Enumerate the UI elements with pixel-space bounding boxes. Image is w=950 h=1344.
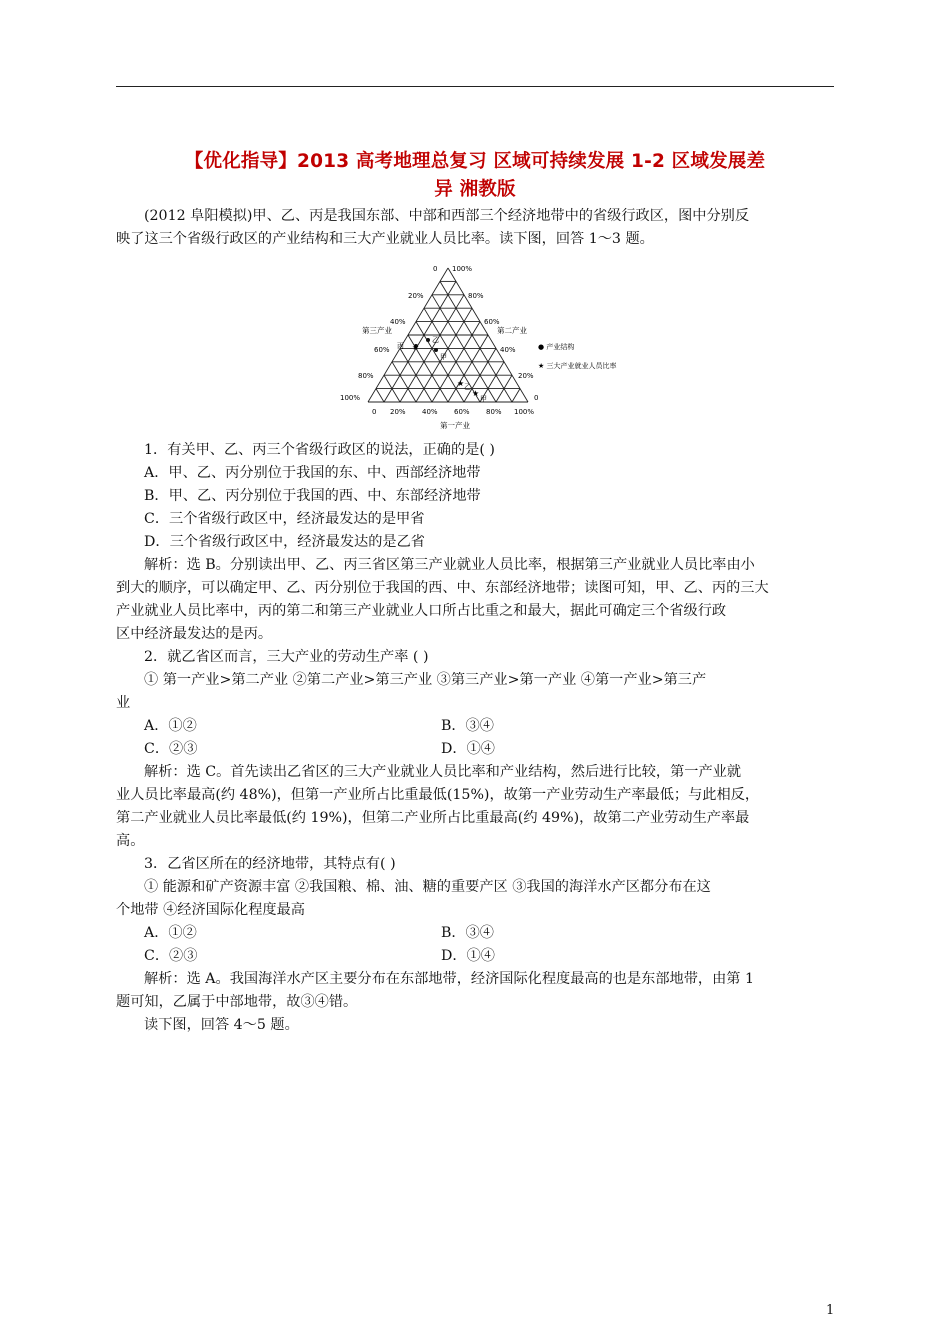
employment-star-jia: ★ <box>472 389 480 398</box>
intro-line-1: (2012 阜阳模拟)甲、乙、丙是我国东部、中部和西部三个经济地带中的省级行政区，图中分别反 <box>144 208 750 224</box>
grid-line-diagonal-b <box>512 389 520 402</box>
next-question-prompt: 读下图，回答 4～5 题。 <box>144 1017 299 1033</box>
q2-option-a: A．①② <box>144 718 197 734</box>
q1-option-b: B．甲、乙、丙分别位于我国的西、中、东部经济地带 <box>144 488 481 504</box>
q3-options-row-1 <box>116 922 834 945</box>
grid-line-diagonal-a <box>376 389 384 402</box>
q1-analysis-1: 解析：选 B。分别读出甲、乙、丙三省区第三产业就业人员比率，根据第三产业就业人员比率由小 <box>144 557 755 573</box>
q2-option-d: D．①④ <box>441 741 495 757</box>
q3-option-a: A．①② <box>144 925 197 941</box>
q3-options-row-2 <box>116 945 834 968</box>
q2-option-b: B．③④ <box>441 718 494 734</box>
legend-employment: ★ 三大产业就业人员比率 <box>538 362 617 370</box>
document-title <box>116 148 834 204</box>
bottom-tick-100: 100% <box>514 408 535 416</box>
legend-structure: ● 产业结构 <box>538 343 575 351</box>
tertiary-axis-label: 第三产业 <box>362 326 392 335</box>
point-label-yi-employment: 乙 <box>464 383 471 391</box>
q2-options-row-2 <box>116 738 834 761</box>
q1-option-a: A．甲、乙、丙分别位于我国的东、中、西部经济地带 <box>144 465 481 481</box>
q3-option-b: B．③④ <box>441 925 494 941</box>
bottom-tick-20: 20% <box>390 408 406 416</box>
q3-stem: 3．乙省区所在的经济地带，其特点有( ) <box>144 856 396 872</box>
left-tick-20: 20% <box>408 292 424 300</box>
title-line-2: 异 湘教版 <box>434 179 516 200</box>
q2-option-c: C．②③ <box>144 741 198 757</box>
secondary-axis-label: 第二产业 <box>497 326 527 335</box>
q3-items-2: 个地带 ④经济国际化程度最高 <box>116 902 305 918</box>
grid-line-diagonal-b <box>448 335 488 402</box>
q2-options-row-1 <box>116 715 834 738</box>
q1-analysis-4: 区中经济最发达的是丙。 <box>116 626 273 642</box>
q2-analysis-4: 高。 <box>116 833 145 849</box>
right-tick-80: 80% <box>468 292 484 300</box>
q1-stem: 1．有关甲、乙、丙三个省级行政区的说法，正确的是( ) <box>144 442 495 458</box>
top-label-100: 100% <box>452 265 473 273</box>
top-label-0: 0 <box>433 265 438 273</box>
bottom-tick-0: 0 <box>372 408 377 416</box>
employment-star-bing: ★ <box>412 343 420 352</box>
ternary-diagram <box>340 262 660 432</box>
point-label-jia-employment: 甲 <box>480 395 487 403</box>
right-tick-60: 60% <box>484 318 500 326</box>
ternary-diagram-svg <box>340 262 660 432</box>
q1-option-d: D．三个省级行政区中，经济最发达的是乙省 <box>144 534 425 550</box>
q3-analysis-1: 解析：选 A。我国海洋水产区主要分布在东部地带，经济国际化程度最高的也是东部地带，由第 1 <box>144 971 754 987</box>
bottom-tick-40: 40% <box>422 408 438 416</box>
point-label-jia: 甲 <box>440 353 447 361</box>
q3-items-1: ① 能源和矿产资源丰富 ②我国粮、棉、油、糖的重要产区 ③我国的海洋水产区都分布在这 <box>144 879 711 895</box>
q3-analysis-2: 题可知，乙属于中部地带，故③④错。 <box>116 994 358 1010</box>
bottom-tick-80: 80% <box>486 408 502 416</box>
grid-line-diagonal-a <box>424 308 480 402</box>
right-tick-20: 20% <box>518 372 534 380</box>
bottom-tick-60: 60% <box>454 408 470 416</box>
q2-items-1: ① 第一产业>第二产业 ②第二产业>第三产业 ③第三产业>第一产业 ④第一产业>第三产 <box>144 672 707 688</box>
left-tick-80: 80% <box>358 372 374 380</box>
triangle-grid <box>368 268 528 402</box>
structure-point-jia <box>434 348 438 352</box>
q2-analysis-1: 解析：选 C。首先读出乙省区的三大产业就业人员比率和产业结构，然后进行比较，第一产业就 <box>144 764 742 780</box>
employment-star-yi: ★ <box>457 379 465 388</box>
q1-analysis-3: 产业就业人员比率中，丙的第二和第三产业就业人口所占比重之和最大，据此可确定三个省级行政 <box>116 603 727 619</box>
page-number: 1 <box>826 1303 835 1318</box>
left-tick-60: 60% <box>374 346 390 354</box>
q2-stem: 2．就乙省区而言，三大产业的劳动生产率 ( ) <box>144 649 429 665</box>
header-rule <box>116 86 834 87</box>
right-tick-0: 0 <box>534 394 539 402</box>
structure-point-yi <box>426 338 430 342</box>
left-tick-40: 40% <box>390 318 406 326</box>
right-tick-40: 40% <box>500 346 516 354</box>
q2-items-2: 业 <box>116 695 131 711</box>
q3-option-d: D．①④ <box>441 948 495 964</box>
point-label-yi: 乙 <box>432 336 439 344</box>
left-tick-100: 100% <box>340 394 361 402</box>
q1-option-c: C．三个省级行政区中，经济最发达的是甲省 <box>144 511 425 527</box>
point-label-bing: 丙 <box>397 342 404 350</box>
intro-line-2: 映了这三个省级行政区的产业结构和三大产业就业人员比率。读下图，回答 1～3 题。 <box>116 231 654 247</box>
q1-analysis-2: 到大的顺序，可以确定甲、乙、丙分别位于我国的西、中、东部经济地带；读图可知，甲、乙、丙的三大 <box>116 580 769 596</box>
title-line-1: 【优化指导】2013 高考地理总复习 区域可持续发展 1-2 区域发展差 <box>184 151 766 172</box>
q2-analysis-3: 第二产业就业人员比率最低(约 19%)，但第二产业所占比重最高(约 49%)，故第二产业劳动生产率最 <box>116 810 750 826</box>
primary-axis-label: 第一产业 <box>440 421 470 430</box>
q2-analysis-2: 业人员比率最高(约 48%)，但第一产业所占比重最低(15%)，故第一产业劳动生产率最低；与此相反， <box>116 787 760 803</box>
q3-option-c: C．②③ <box>144 948 198 964</box>
